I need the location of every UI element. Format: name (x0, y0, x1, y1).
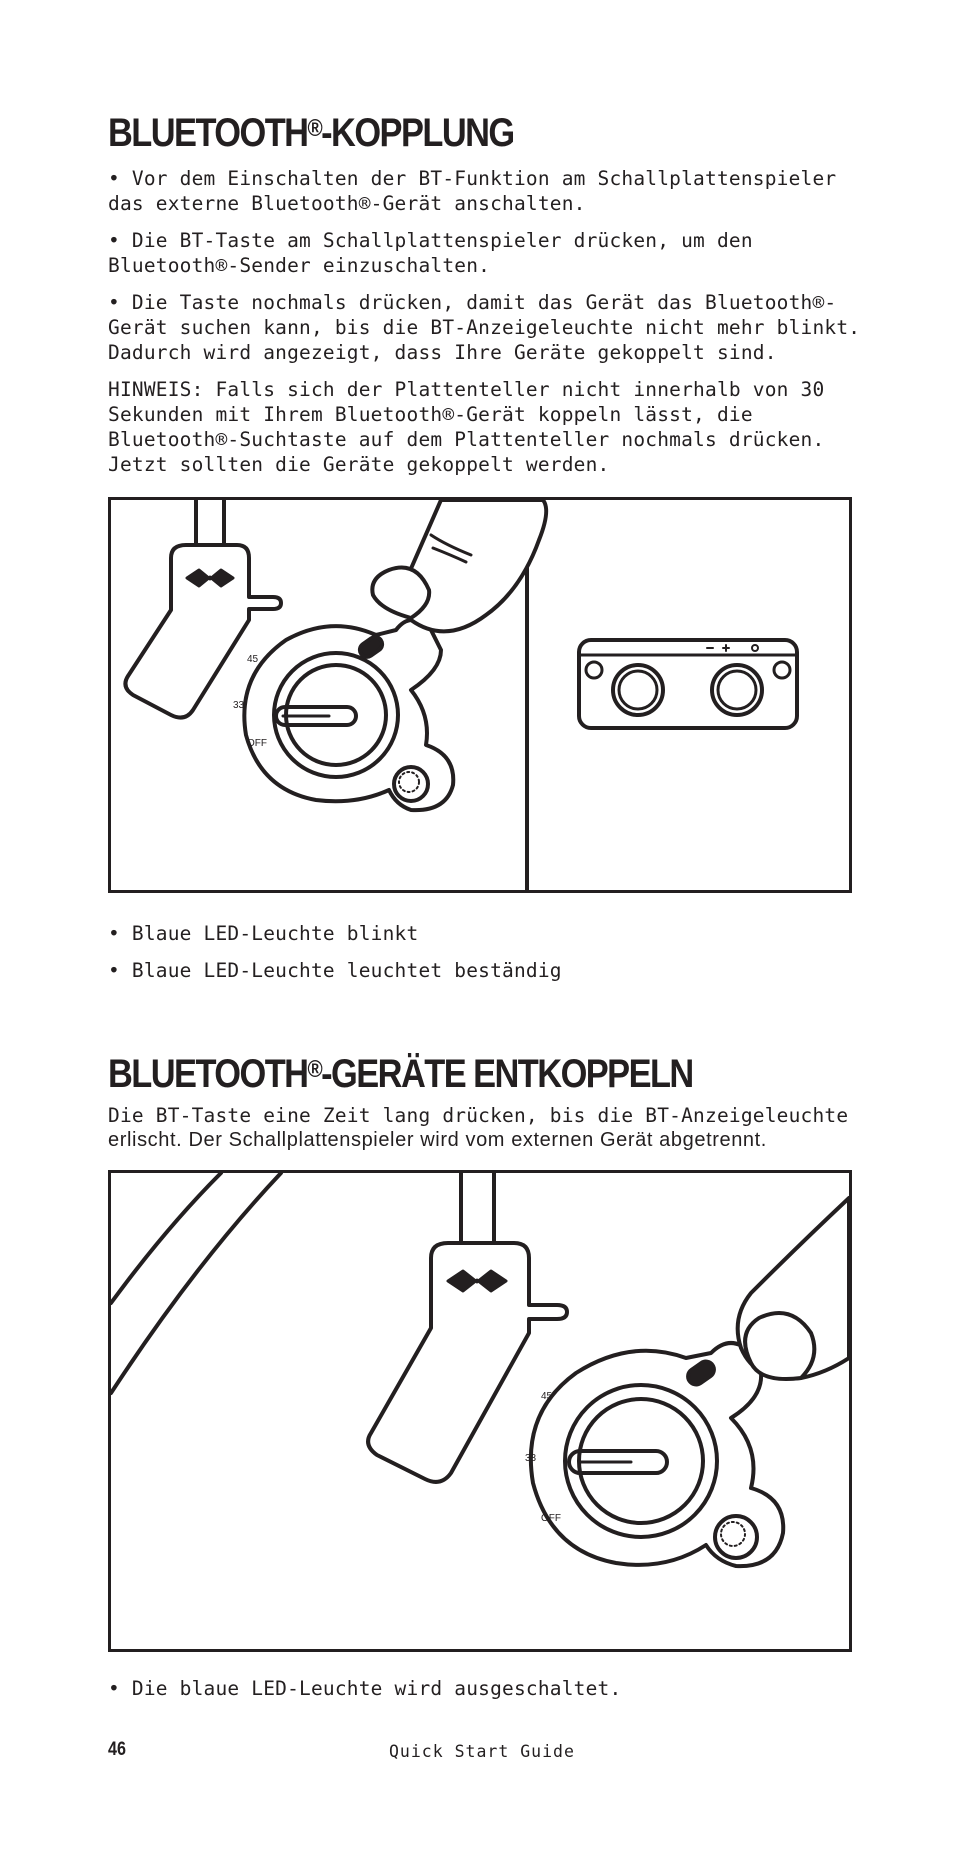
bt-button (357, 634, 385, 659)
footer-guide-title: Quick Start Guide (389, 1742, 575, 1761)
unpair-illustration (108, 1170, 852, 1652)
speed-knob-body (531, 1343, 783, 1566)
speed-45-label: 45 (541, 1391, 553, 1402)
off-label: OFF (247, 738, 267, 749)
unpair-intro-line2: erlischt. Der Schallplattenspieler wird vom externen Gerät abgetrennt. (108, 1129, 767, 1151)
screw-right (774, 662, 790, 678)
speed-33-label: 33 (233, 700, 245, 711)
headshell (125, 545, 281, 718)
step3-text: • Die Taste nochmals drücken, damit das Gerät das Bluetooth®-Gerät suchen kann, bis die BT-Anzeigeleuchte nicht mehr blinkt. Dadurch wird angezeigt, dass Ihre Geräte gekoppelt sind. (108, 291, 861, 364)
platter-arc-outer (111, 1173, 221, 1303)
pairing-drawing (111, 500, 849, 890)
note-text: HINWEIS: Falls sich der Plattenteller nicht innerhalb von 30 Sekunden mit Ihrem Bluetooth®-Gerät koppeln lässt, die Bluetooth®-Suchtaste auf dem Plattenteller nochmals drücken. Jetzt sollten die Geräte gekoppelt werden. (108, 378, 825, 476)
page-number: 46 (108, 1739, 126, 1760)
led-off-text: • Die blaue LED-Leuchte wird ausgeschaltet. (108, 1677, 622, 1700)
unpair-intro-line1: Die BT-Taste eine Zeit lang drücken, bis die BT-Anzeigeleuchte (108, 1104, 849, 1127)
speed-33-label: 33 (525, 1453, 537, 1464)
step2-text: • Die BT-Taste am Schallplattenspieler drücken, um den Bluetooth®-Sender einzuschalten. (108, 229, 753, 277)
fingernail (745, 1313, 814, 1379)
step1-text: • Vor dem Einschalten der BT-Funktion am Schallplattenspieler das externe Bluetooth®-Gerät anschalten. (108, 167, 837, 215)
section1-title: BLUETOOTH®-KOPPLUNG (108, 111, 514, 155)
screw-left (586, 662, 602, 678)
led-steady-text: • Blaue LED-Leuchte leuchtet beständig (108, 959, 562, 982)
brand-logo (187, 570, 233, 586)
platter-arc-inner (111, 1173, 281, 1393)
off-label: OFF (541, 1513, 561, 1524)
speed-45-label: 45 (247, 654, 259, 665)
unpair-drawing (111, 1173, 849, 1649)
led-blink-text: • Blaue LED-Leuchte blinkt (108, 922, 419, 945)
pairing-illustration (108, 497, 852, 893)
bt-button (685, 1358, 717, 1387)
brand-logo (448, 1271, 506, 1291)
section2-title: BLUETOOTH®-GERÄTE ENTKOPPELN (108, 1052, 693, 1096)
fingernail (372, 568, 429, 619)
